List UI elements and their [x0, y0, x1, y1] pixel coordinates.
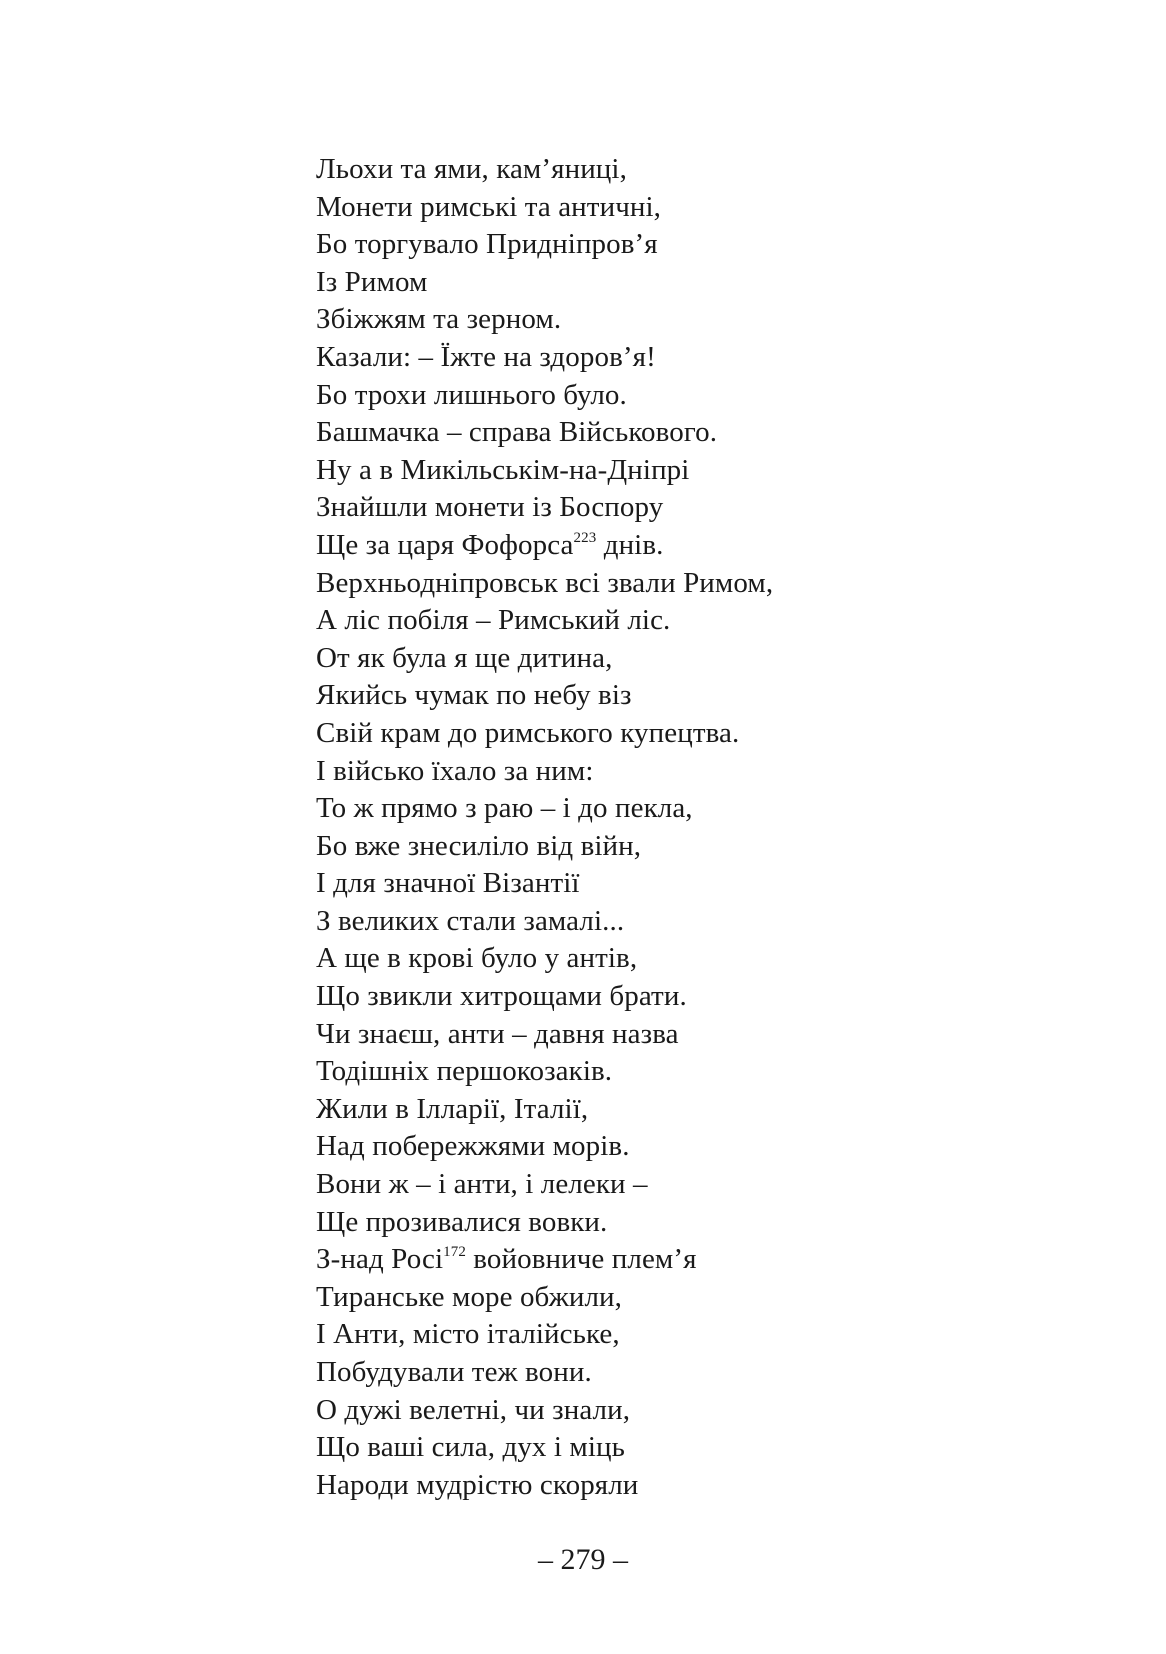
poem-line-text: Що ваші сила, дух і міць: [316, 1431, 625, 1464]
poem-line-text: Якийсь чумак по небу віз: [316, 679, 632, 712]
poem-line-text: Ще за царя Фофорса: [316, 528, 574, 561]
poem-line: [316, 301, 773, 339]
poem-line: [316, 1316, 773, 1354]
poem-line-text-continued: днів.: [596, 528, 664, 561]
poem-line-text: От як була я ще дитина,: [316, 641, 613, 674]
page-number: – 279 –: [538, 1543, 628, 1576]
poem-line: [316, 1279, 773, 1317]
poem-line: [316, 1091, 773, 1129]
poem-line-text: Свій крам до римського купецтва.: [316, 716, 740, 749]
poem-line: [316, 602, 773, 640]
poem-line: [316, 1128, 773, 1166]
poem-line: [316, 677, 773, 715]
poem-line: [316, 1016, 773, 1054]
poem-line-text: Ще прозивалися вовки.: [316, 1205, 608, 1238]
poem-line: [316, 527, 773, 565]
poem-line-text: Тиранське море обжили,: [316, 1280, 622, 1313]
poem-line: [316, 189, 773, 227]
poem-line-text: Над побережжями морів.: [316, 1130, 630, 1163]
poem-line-text: Із Римом: [316, 265, 428, 298]
poem-line-text: Що звикли хитрощами брати.: [316, 980, 687, 1013]
poem-line-text: Народи мудрістю скоряли: [316, 1468, 639, 1501]
poem-line-text: З великих стали замалі...: [316, 904, 625, 937]
poem-line: [316, 339, 773, 377]
poem-line: [316, 978, 773, 1016]
poem-line-text: І для значної Візантії: [316, 867, 580, 900]
footnote-marker: 223: [573, 529, 597, 546]
poem-line: [316, 903, 773, 941]
poem-line: [316, 753, 773, 791]
poem-line: [316, 1053, 773, 1091]
poem-line-text: О дужі велетні, чи знали,: [316, 1393, 631, 1426]
poem-line: [316, 640, 773, 678]
poem-line-text-continued: войовниче плем’я: [465, 1243, 697, 1276]
poem-line-text: Бо трохи лишнього було.: [316, 378, 627, 411]
poem-line-text: Вони ж – і анти, і лелеки –: [316, 1168, 648, 1201]
poem-line: [316, 865, 773, 903]
poem-line-text: Побудували теж вони.: [316, 1356, 592, 1388]
poem-line-text: Бо торгувало Придніпров’я: [316, 228, 658, 261]
poem-line: [316, 1204, 773, 1242]
poem-line: [316, 790, 773, 828]
poem-line: [316, 226, 773, 264]
poem-line: [316, 489, 773, 527]
poem-line: [316, 565, 773, 603]
poem-line-text: Тодішніх першокозаків.: [316, 1055, 613, 1088]
poem-line: [316, 1429, 773, 1467]
poem-line: [316, 715, 773, 753]
poem-line-text: З-над Росі: [316, 1243, 444, 1276]
poem-line: [316, 828, 773, 866]
poem-line-text: То ж прямо з раю – і до пекла,: [316, 792, 693, 825]
poem-line: [316, 1467, 773, 1505]
poem-line-text: Льохи та ями, кам’яниці,: [316, 153, 627, 185]
poem-line-text: Ну а в Микільськім-на-Дніпрі: [316, 453, 690, 486]
poem-line-text: А ліс побіля – Римський ліс.: [316, 604, 671, 637]
poem-line: [316, 377, 773, 415]
poem-line: [316, 1241, 773, 1279]
poem-line: [316, 414, 773, 452]
poem-line: [316, 452, 773, 490]
poem-line-text: Монети римські та античні,: [316, 190, 662, 223]
poem-text: [316, 151, 773, 1504]
poem-line-text: Бо вже знесиліло від війн,: [316, 829, 642, 862]
poem-line-text: А ще в крові було у антів,: [316, 942, 638, 975]
poem-line-text: Башмачка – справа Військового.: [316, 416, 718, 449]
poem-line-text: Збіжжям та зерном.: [316, 303, 562, 336]
poem-line: [316, 940, 773, 978]
poem-line: [316, 1354, 773, 1392]
poem-line: [316, 264, 773, 302]
footnote-marker: 172: [443, 1244, 466, 1261]
poem-line-text: І військо їхало за ним:: [316, 754, 594, 787]
poem-line-text: Знайшли монети із Боспору: [316, 491, 664, 524]
poem-line-text: Жили в Ілларії, Італії,: [316, 1092, 589, 1125]
poem-line: [316, 1166, 773, 1204]
poem-line: [316, 1392, 773, 1430]
poem-line-text: І Анти, місто італійське,: [316, 1318, 620, 1351]
poem-line-text: Казали: – Їжте на здоров’я!: [316, 340, 656, 373]
poem-line-text: Чи знаєш, анти – давня назва: [316, 1017, 679, 1050]
poem-line: [316, 151, 773, 189]
poem-line-text: Верхньодніпровськ всі звали Римом,: [316, 566, 774, 599]
